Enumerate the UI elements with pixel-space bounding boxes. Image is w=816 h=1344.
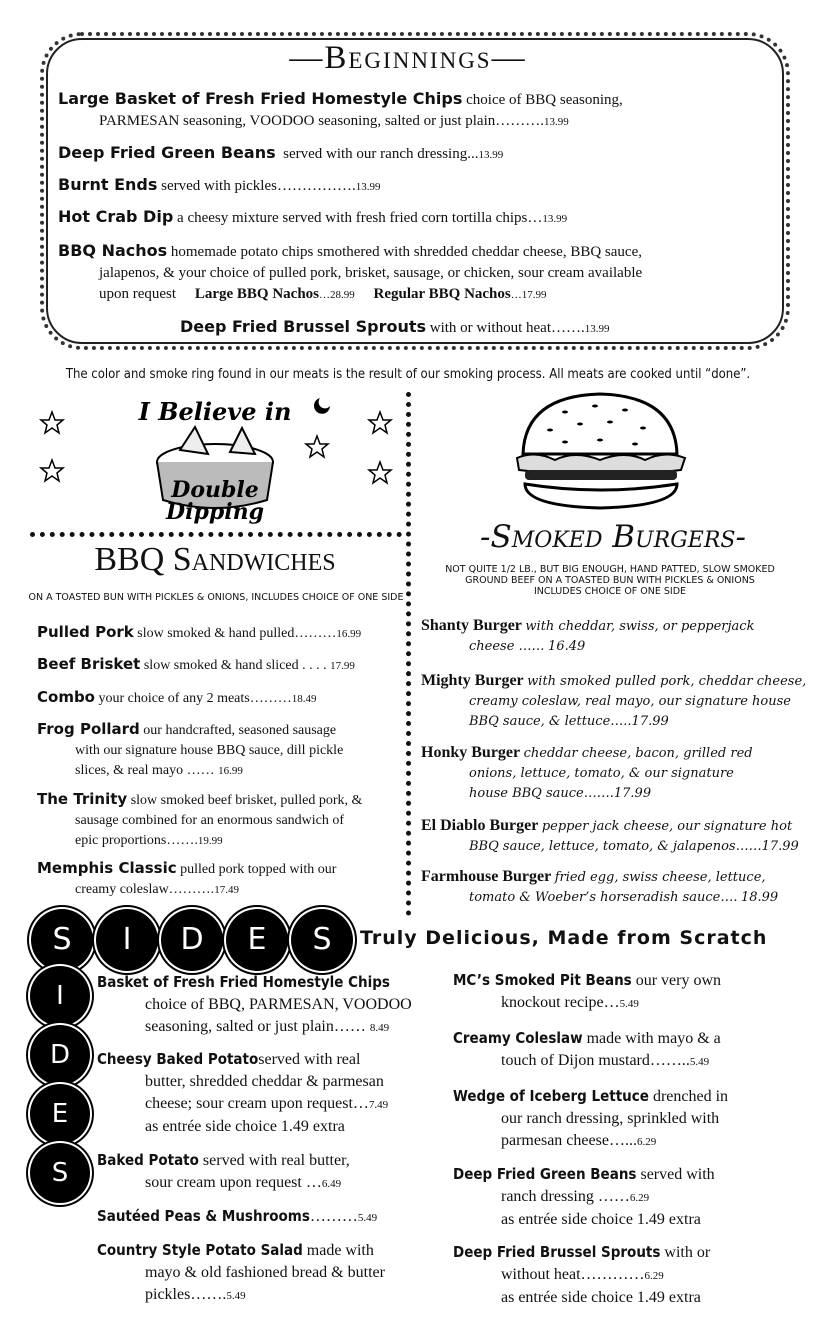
burger-el-diablo: El Diablo Burger pepper jack cheese, our signature hot BBQ sauce, lettuce, tomato, & jalapenos……17.99: [421, 817, 799, 854]
beginnings-item-nachos: BBQ Nachos homemade potato chips smothered with shredded cheddar cheese, BBQ sauce, jalapenos, & your choice of pulled pork, brisket, sausage, or chicken, sour cream available upon request Large BBQ Nachos…28.99 Regular BBQ Nachos…17.99: [58, 241, 643, 302]
beginnings-item-green-beans: Deep Fried Green Beans served with our ranch dressing...13.99: [58, 143, 504, 162]
beginnings-item-chips: Large Basket of Fresh Fried Homestyle Chips choice of BBQ seasoning, PARMESAN seasoning, VOODOO seasoning, salted or just plain……….13.99: [58, 89, 623, 129]
beginnings-item-burnt-ends: Burnt Ends served with pickles…………….13.99: [58, 175, 381, 194]
sandwich-trinity: The Trinity slow smoked beef brisket, pulled pork, & sausage combined for an enormous sandwich of epic proportions…….19.99: [37, 790, 363, 848]
sides-letter-circle: S: [30, 1143, 90, 1203]
sides-letter-circle: D: [30, 1025, 90, 1085]
sandwich-memphis-classic: Memphis Classic pulled pork topped with our creamy coleslaw……….17.49: [37, 859, 337, 897]
vertical-divider: [406, 392, 411, 916]
side-peas-mushrooms: Sautéed Peas & Mushrooms………5.49: [97, 1207, 378, 1225]
beginnings-title: —Beginnings—: [289, 40, 527, 76]
sandwich-combo: Combo your choice of any 2 meats………18.49: [37, 688, 317, 706]
side-brussel-sprouts: Deep Fried Brussel Sprouts with or without heat…………6.29 as entrée side choice 1.49 extra: [453, 1243, 711, 1306]
side-chips: Basket of Fresh Fried Homestyle Chips choice of BBQ, PARMESAN, VOODOO seasoning, salted or just plain…… 8.49: [97, 973, 412, 1035]
burgers-subtitle: NOT QUITE 1/2 LB., BUT BIG ENOUGH, HAND PATTED, SLOW SMOKED GROUND BEEF ON A TOASTED BUN WITH PICKLES & ONIONS INCLUDES CHOICE OF ONE SIDE: [445, 564, 775, 597]
beginnings-item-brussel: Deep Fried Brussel Sprouts with or without heat…….13.99: [180, 317, 610, 336]
logo-line3: Dipping: [166, 499, 264, 525]
logo-line1: I Believe in: [138, 397, 292, 426]
side-wedge: Wedge of Iceberg Lettuce drenched in our ranch dressing, sprinkled with parmesan cheese…...6.29: [453, 1087, 729, 1149]
double-dipping-logo: [30, 392, 400, 527]
side-cheesy-baked-potato: Cheesy Baked Potatoserved with real butter, shredded cheddar & parmesan cheese; sour cream upon request…7.49 as entrée side choice 1.49 extra: [97, 1050, 389, 1135]
side-baked-potato: Baked Potato served with real butter, sour cream upon request …6.49: [97, 1151, 350, 1191]
sides-letter-circle: I: [30, 966, 90, 1026]
side-pit-beans: MC’s Smoked Pit Beans our very own knockout recipe…5.49: [453, 971, 722, 1011]
burger-honky: Honky Burger cheddar cheese, bacon, grilled red onions, lettuce, tomato, & our signature house BBQ sauce…….17.99: [421, 744, 753, 801]
burger-icon: [505, 392, 695, 510]
sandwiches-title: BBQ Sandwiches: [94, 541, 336, 578]
side-potato-salad: Country Style Potato Salad made with mayo & old fashioned bread & butter pickles…….5.49: [97, 1241, 385, 1303]
sandwich-pulled-pork: Pulled Pork slow smoked & hand pulled………16.99: [37, 623, 362, 641]
side-coleslaw: Creamy Coleslaw made with mayo & a touch of Dijon mustard……..5.49: [453, 1029, 721, 1069]
sides-letter-circle: I: [96, 909, 158, 971]
smoke-ring-note: The color and smoke ring found in our meats is the result of our smoking process. All meats are cooked until “done”.: [65, 367, 751, 382]
horizontal-divider: [30, 532, 402, 537]
sandwich-beef-brisket: Beef Brisket slow smoked & hand sliced . . . . 17.99: [37, 655, 355, 673]
logo-line2: Double: [171, 477, 259, 503]
sides-letter-circle: E: [30, 1084, 90, 1144]
burger-mighty: Mighty Burger with smoked pulled pork, cheddar cheese, creamy coleslaw, real mayo, our signature house BBQ sauce, & lettuce…..17.99: [421, 672, 807, 729]
sides-letter-circle: D: [161, 909, 223, 971]
sandwich-frog-pollard: Frog Pollard our handcrafted, seasoned sausage with our signature house BBQ sauce, dill pickle slices, & real mayo …… 16.99: [37, 720, 344, 778]
sandwiches-subtitle: ON A TOASTED BUN WITH PICKLES & ONIONS, INCLUDES CHOICE OF ONE SIDE: [28, 592, 404, 603]
burger-farmhouse: Farmhouse Burger fried egg, swiss cheese, lettuce, tomato & Woeber’s horseradish sauce…. 18.99: [421, 868, 779, 905]
sides-letter-circle: S: [31, 909, 93, 971]
sides-tagline: Truly Delicious, Made from Scratch: [360, 927, 768, 949]
sides-letter-circle: S: [291, 909, 353, 971]
beginnings-item-crab-dip: Hot Crab Dip a cheesy mixture served with fresh fried corn tortilla chips…13.99: [58, 207, 568, 226]
burgers-title: -Smoked Burgers-: [480, 519, 746, 555]
burger-shanty: Shanty Burger with cheddar, swiss, or pepperjack cheese …… 16.49: [421, 617, 755, 654]
side-green-beans: Deep Fried Green Beans served with ranch dressing ……6.29 as entrée side choice 1.49 extra: [453, 1165, 715, 1228]
sides-letter-circle: E: [226, 909, 288, 971]
